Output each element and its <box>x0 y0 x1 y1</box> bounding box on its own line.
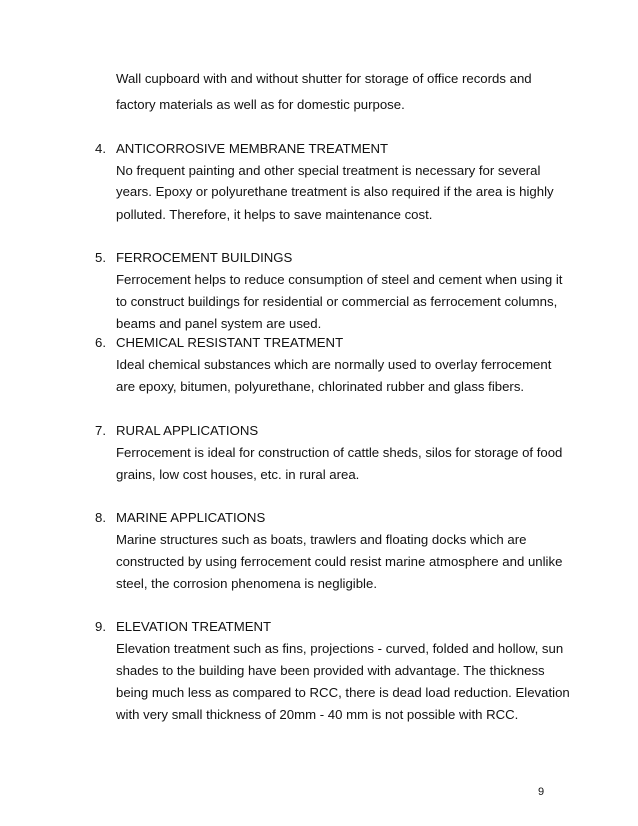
section-heading: FERROCEMENT BUILDINGS <box>116 250 293 265</box>
section-line: to construct buildings for residential or commercial as ferrocement columns, <box>116 294 558 309</box>
section-line: shades to the building have been provided with advantage. The thickness <box>116 663 545 678</box>
section-number: 5. <box>95 250 106 265</box>
section-line: Elevation treatment such as fins, projections - curved, folded and hollow, sun <box>116 641 564 656</box>
section-heading: RURAL APPLICATIONS <box>116 423 259 438</box>
section-number: 7. <box>95 423 106 438</box>
section-line: steel, the corrosion phenomena is negligible. <box>116 576 377 591</box>
section-line: are epoxy, bitumen, polyurethane, chlorinated rubber and glass fibers. <box>116 379 525 394</box>
section-line: being much less as compared to RCC, there is dead load reduction. Elevation <box>116 685 570 700</box>
page-number: 9 <box>538 786 545 798</box>
section-number: 8. <box>95 510 106 525</box>
section-line: Ideal chemical substances which are normally used to overlay ferrocement <box>116 357 552 372</box>
section-heading: ELEVATION TREATMENT <box>116 619 272 634</box>
section-heading: CHEMICAL RESISTANT TREATMENT <box>116 335 344 350</box>
intro-line: Wall cupboard with and without shutter for storage of office records and <box>116 71 532 86</box>
section-line: Ferrocement is ideal for construction of cattle sheds, silos for storage of food <box>116 445 563 460</box>
section-line: Ferrocement helps to reduce consumption of steel and cement when using it <box>116 272 563 287</box>
intro-line: factory materials as well as for domestic purpose. <box>116 97 405 112</box>
section-heading: MARINE APPLICATIONS <box>116 510 266 525</box>
section-line: grains, low cost houses, etc. in rural area. <box>116 467 360 482</box>
section-number: 6. <box>95 335 106 350</box>
section-number: 4. <box>95 141 106 156</box>
section-line: polluted. Therefore, it helps to save maintenance cost. <box>116 207 433 222</box>
section-line: Marine structures such as boats, trawlers and floating docks which are <box>116 532 527 547</box>
section-line: constructed by using ferrocement could resist marine atmosphere and unlike <box>116 554 563 569</box>
section-heading: ANTICORROSIVE MEMBRANE TREATMENT <box>116 141 389 156</box>
section-line: No frequent painting and other special treatment is necessary for several <box>116 163 541 178</box>
section-line: with very small thickness of 20mm - 40 mm is not possible with RCC. <box>116 707 519 722</box>
section-line: years. Epoxy or polyurethane treatment is also required if the area is highly <box>116 184 554 199</box>
section-line: beams and panel system are used. <box>116 316 322 331</box>
section-number: 9. <box>95 619 106 634</box>
